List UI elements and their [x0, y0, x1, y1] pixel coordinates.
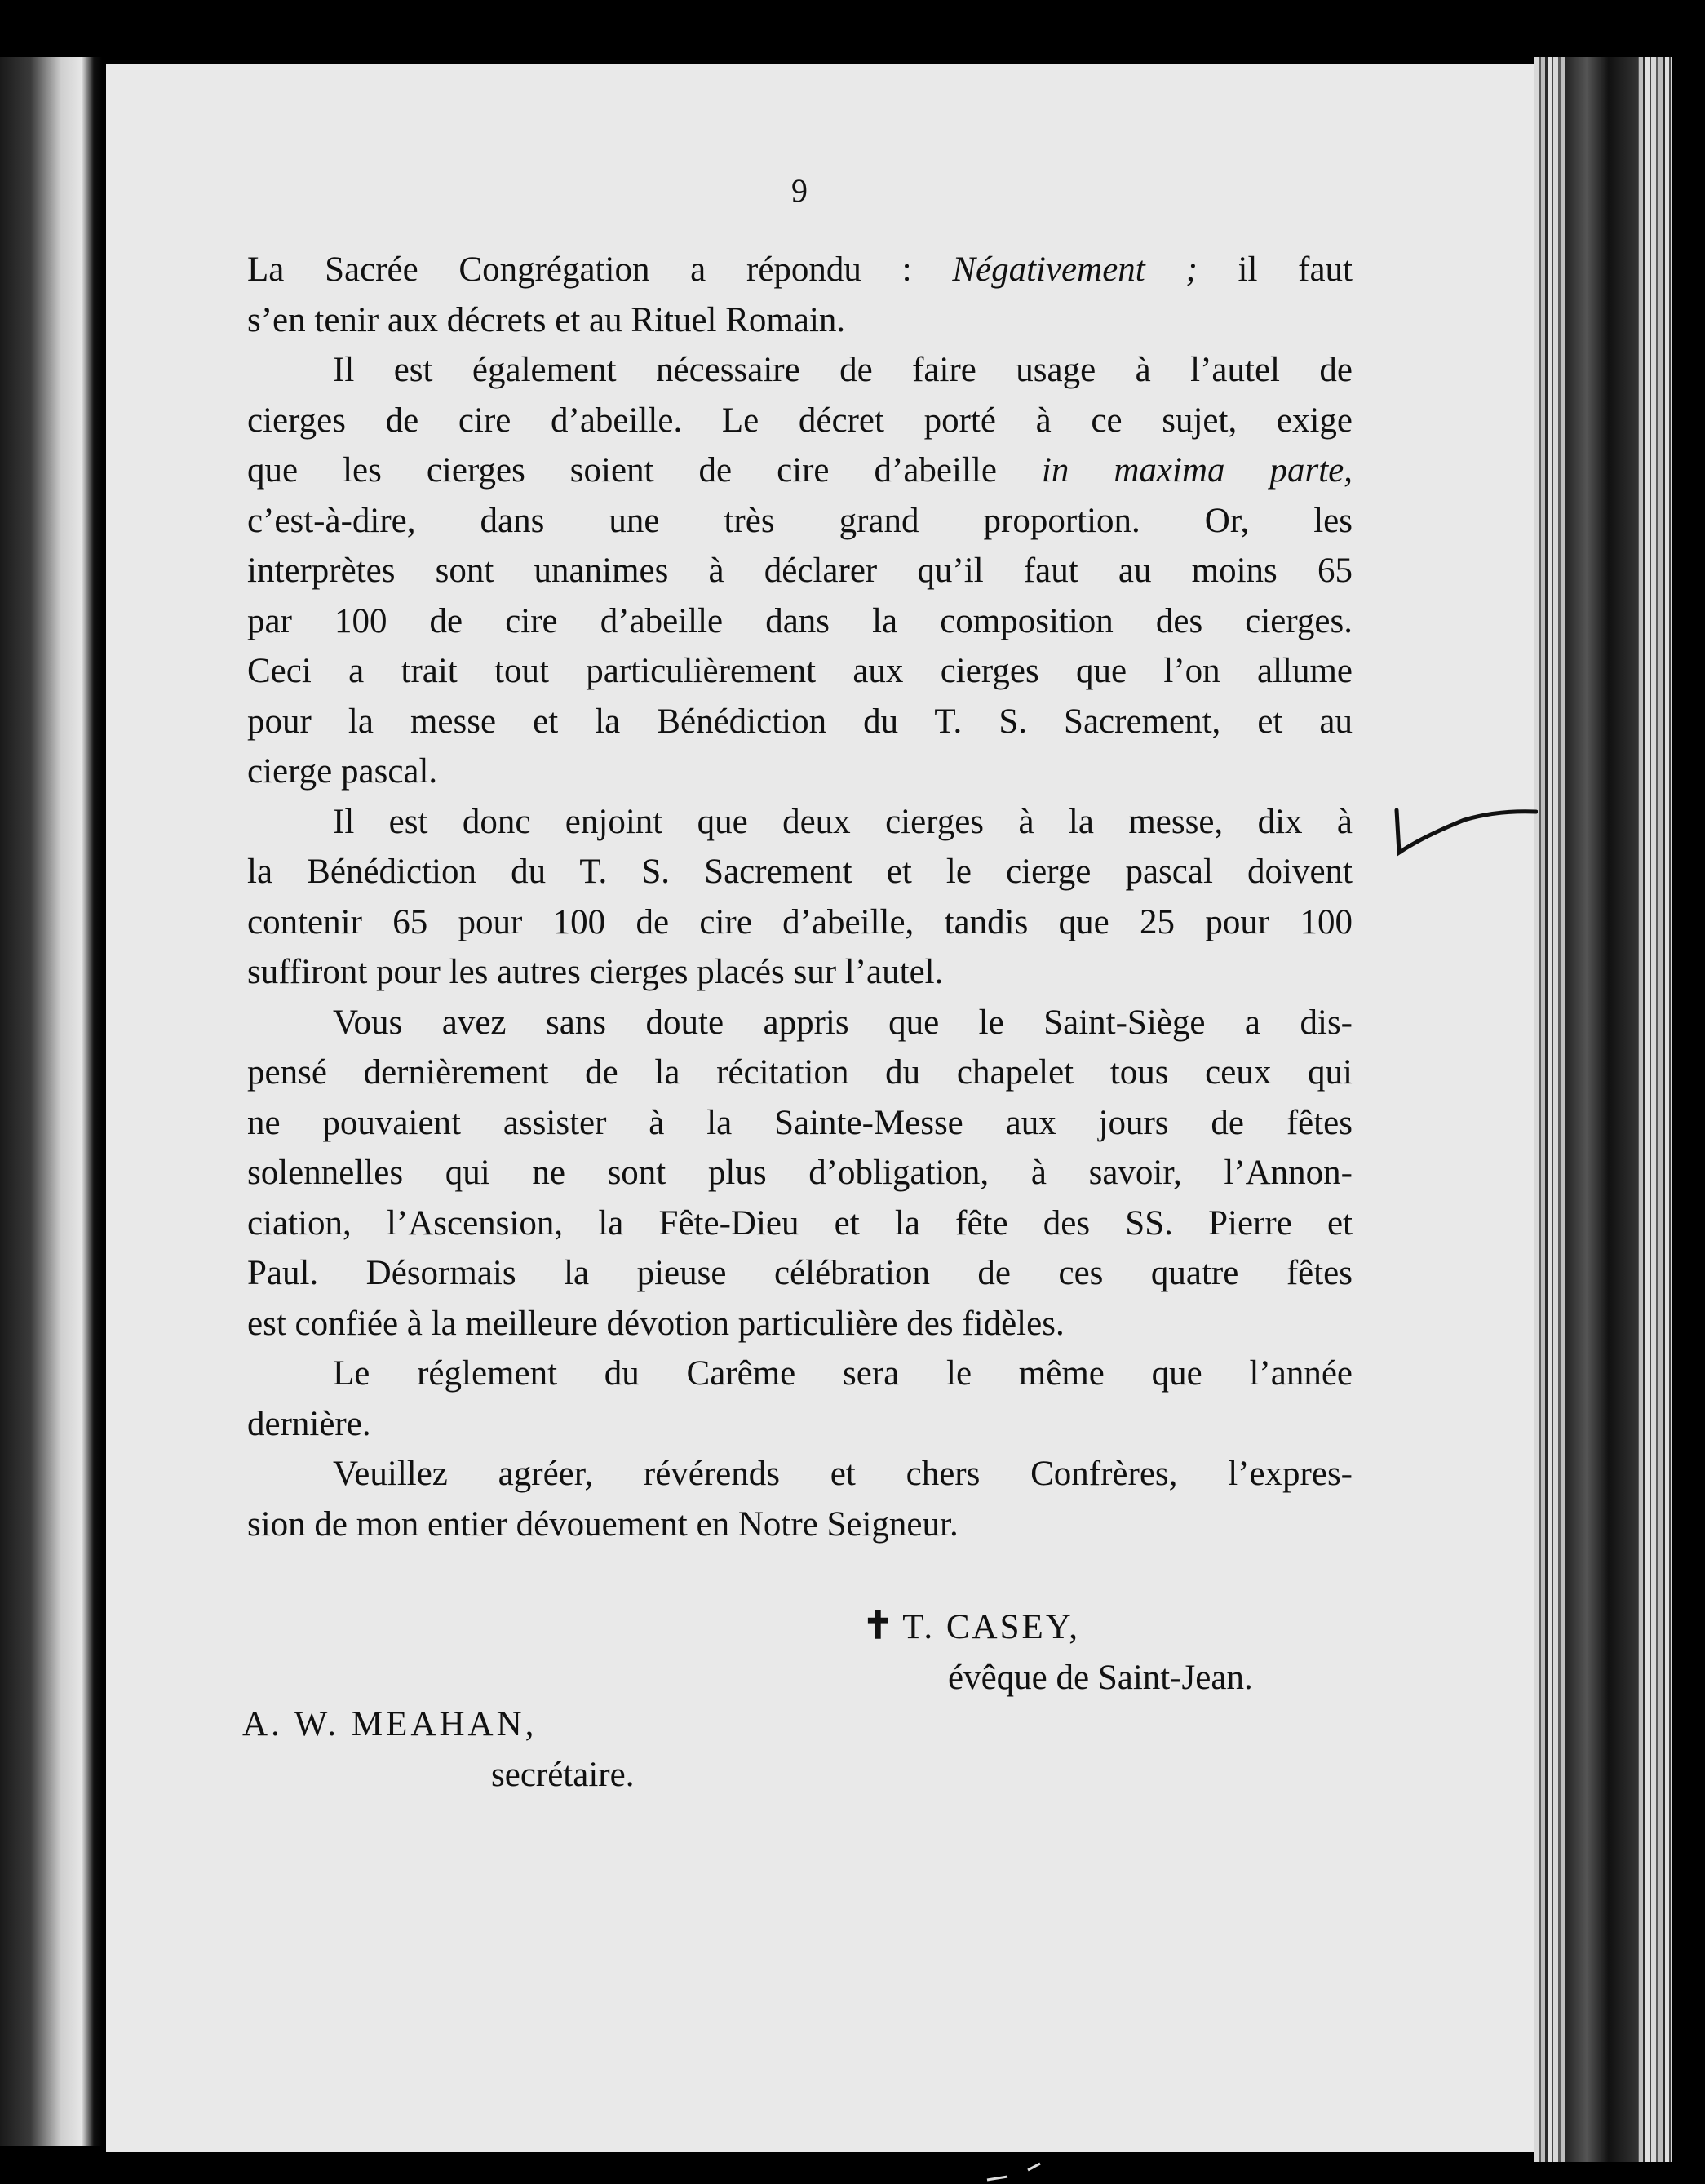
text-line: [247, 245, 1353, 295]
bishop-signature: [862, 1601, 1253, 1703]
text-run: il faut: [1197, 250, 1353, 289]
text-line: Il est donc enjoint que deux cierges à la messe, dix à: [333, 802, 1353, 841]
paragraph-4: [247, 998, 1353, 1349]
paragraph-1: [247, 245, 1353, 345]
text-line: interprètes sont unanimes à déclarer qu’il faut au moins 65: [247, 552, 1353, 590]
signature-name-line: [862, 1601, 1253, 1653]
text-line: contenir 65 pour 100 de cire d’abeille, tandis que 25 pour 100: [247, 902, 1353, 941]
text-line: ne pouvaient assister à la Sainte-Messe aux jours de fêtes: [247, 1103, 1353, 1142]
text-line: solennelles qui ne sont plus d’obligation, à savoir, l’Annon-: [247, 1154, 1353, 1192]
text-line: pensé dernièrement de la récitation du chapelet tous ceux qui: [247, 1053, 1353, 1092]
text-line: ciation, l’Ascension, la Fête-Dieu et la fête des SS. Pierre et: [247, 1203, 1353, 1243]
bottom-scan-artifact: [979, 2162, 1077, 2184]
text-line: cierge pascal.: [247, 752, 438, 791]
right-page-edges: [1534, 57, 1672, 2162]
cross-icon: ✝: [862, 1605, 894, 1646]
text-run: que les cierges soient de cire d’abeille: [247, 451, 1042, 490]
left-page-edge: [0, 57, 102, 2146]
secretary-signature: [242, 1699, 634, 1801]
text-line: Ceci a trait tout particulièrement aux cierges que l’on allume: [247, 652, 1353, 690]
text-line: pour la messe et la Bénédiction du T. S. Sacrement, et au: [247, 702, 1353, 741]
bishop-title: évêque de Saint-Jean.: [948, 1659, 1253, 1697]
book-binding-shadow: [1565, 57, 1638, 2162]
text-line: Paul. Désormais la pieuse célébration de ces quatre fêtes: [247, 1254, 1353, 1292]
text-line: est confiée à la meilleure dévotion particulière des fidèles.: [247, 1304, 1065, 1343]
italic-text: in maxima parte,: [1041, 451, 1353, 490]
paragraph-2: [247, 345, 1353, 797]
text-line: Le réglement du Carême sera le même que l’année: [333, 1354, 1353, 1393]
secretary-title: secrétaire.: [491, 1756, 635, 1794]
page-number: 9: [791, 172, 808, 209]
paragraph-6: [247, 1449, 1353, 1549]
text-line: Veuillez agréer, révérends et chers Confrères, l’expres-: [333, 1455, 1353, 1493]
italic-text: Négativement ;: [952, 250, 1198, 289]
bishop-name: T. CASEY,: [902, 1608, 1081, 1646]
text-line: cierges de cire d’abeille. Le décret porté à ce sujet, exige: [247, 401, 1353, 440]
text-line: suffiront pour les autres cierges placés sur l’autel.: [247, 953, 944, 991]
secretary-name: A. W. MEAHAN,: [242, 1705, 538, 1743]
text-line: par 100 de cire d’abeille dans la composition des cierges.: [247, 601, 1353, 640]
paragraph-5: [247, 1349, 1353, 1449]
handwritten-margin-mark: [1391, 804, 1538, 861]
text-line: [247, 445, 1353, 496]
text-line: sion de mon entier dévouement en Notre Seigneur.: [247, 1504, 959, 1544]
text-line: dernière.: [247, 1404, 371, 1443]
letter-body: [247, 131, 1353, 1549]
text-line: s’en tenir aux décrets et au Rituel Romain.: [247, 300, 846, 339]
text-line: Il est également nécessaire de faire usage à l’autel de: [333, 351, 1353, 389]
text-line: Vous avez sans doute appris que le Saint-Siège a dis-: [333, 1003, 1353, 1042]
text-run: La Sacrée Congrégation a répondu :: [247, 250, 953, 289]
paragraph-3: [247, 797, 1353, 998]
text-line: c’est-à-dire, dans une très grand proportion. Or, les: [247, 501, 1353, 540]
text-line: la Bénédiction du T. S. Sacrement et le cierge pascal doivent: [247, 853, 1353, 891]
